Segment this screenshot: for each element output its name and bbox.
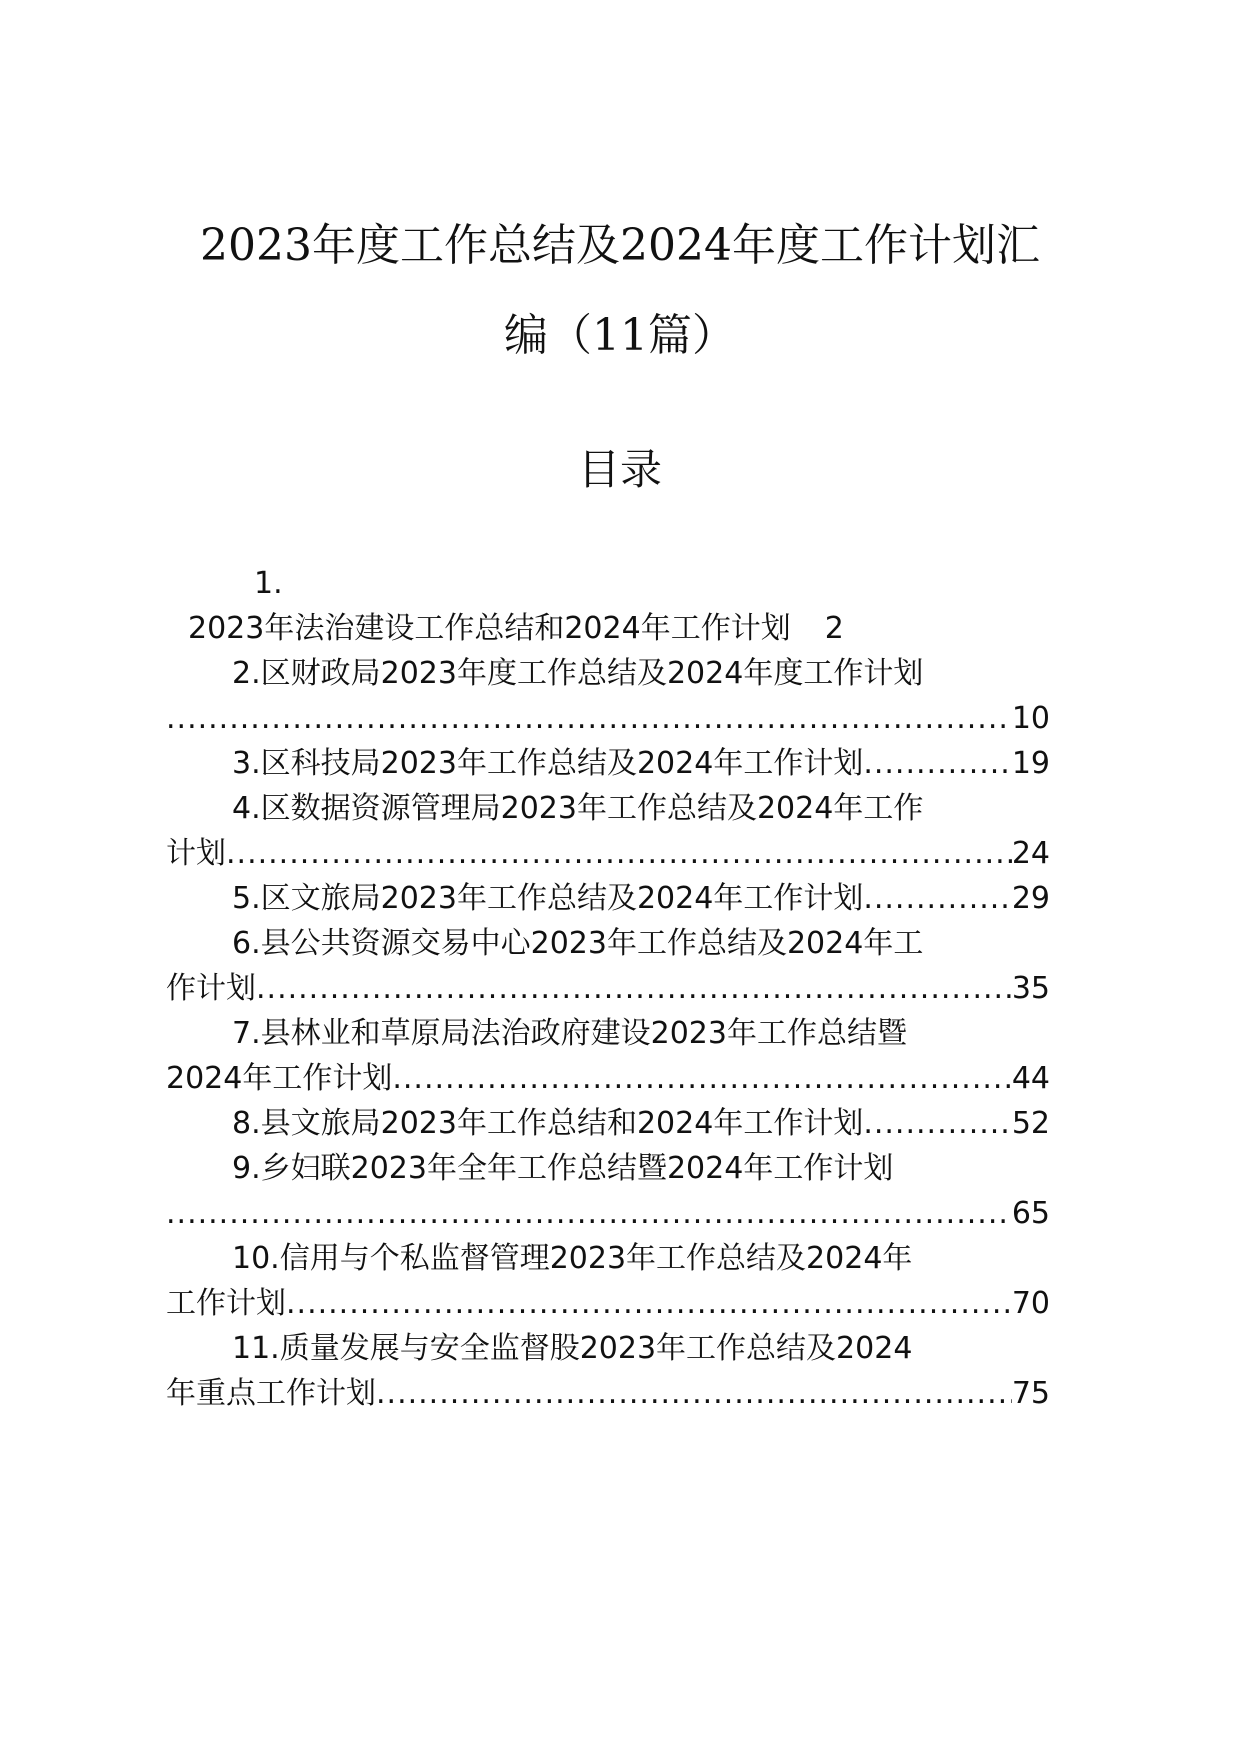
toc-entry-title: 2023年法治建设工作总结和2024年工作计划 — [188, 611, 791, 646]
toc-leader-dots — [166, 696, 1012, 741]
toc-entry-number: 1. — [254, 566, 283, 601]
toc-entry-9[interactable] — [166, 1146, 1050, 1191]
toc-leader-dots — [286, 1281, 1012, 1326]
toc-entry-title: 11.质量发展与安全监督股2023年工作总结及2024 — [232, 1331, 913, 1366]
toc-entry-4[interactable] — [166, 786, 1050, 831]
toc-entry-page: 44 — [1011, 1061, 1050, 1096]
toc-entry-2-leader[interactable] — [166, 696, 1050, 741]
toc-leader-dots — [863, 876, 1011, 921]
toc-entry-10-leader[interactable] — [166, 1281, 1050, 1326]
toc-entry-title: 10.信用与个私监督管理2023年工作总结及2024年 — [232, 1241, 913, 1276]
toc-leader-dots — [376, 1371, 1012, 1416]
toc-leader-dots — [226, 831, 1012, 876]
table-of-contents — [166, 561, 1050, 1416]
toc-entry-11-leader[interactable] — [166, 1371, 1050, 1416]
toc-entry-11[interactable] — [166, 1326, 1050, 1371]
toc-entry-title: 7.县林业和草原局法治政府建设2023年工作总结暨 — [232, 1016, 907, 1051]
toc-entry-title: 4.区数据资源管理局2023年工作总结及2024年工作 — [232, 791, 924, 826]
toc-entry-6[interactable] — [166, 921, 1050, 966]
toc-entry-page: 35 — [1011, 971, 1050, 1006]
toc-entry-1[interactable] — [188, 606, 1050, 651]
toc-entry-9-leader[interactable] — [166, 1191, 1050, 1236]
toc-entry-page: 24 — [1011, 836, 1050, 871]
toc-entry-page: 70 — [1011, 1286, 1050, 1321]
toc-entry-page: 29 — [1011, 881, 1050, 916]
toc-entry-title: 8.县文旅局2023年工作总结和2024年工作计划 — [232, 1106, 864, 1141]
toc-entry-title-cont: 2024年工作计划 — [166, 1061, 393, 1096]
toc-entry-3[interactable] — [166, 741, 1050, 786]
toc-entry-1-number[interactable] — [188, 561, 1050, 606]
toc-leader-dots — [166, 1191, 1012, 1236]
toc-entry-page: 75 — [1011, 1376, 1050, 1411]
toc-entry-page: 65 — [1011, 1196, 1050, 1231]
toc-entry-title-cont: 计划 — [166, 836, 226, 871]
toc-entry-8[interactable] — [166, 1101, 1050, 1146]
toc-entry-7[interactable] — [166, 1011, 1050, 1056]
toc-entry-2[interactable] — [166, 651, 1050, 696]
toc-heading: 目录 — [577, 445, 662, 494]
toc-entry-title: 5.区文旅局2023年工作总结及2024年工作计划 — [232, 881, 864, 916]
toc-entry-page: 2 — [824, 611, 844, 646]
toc-entry-title-cont: 作计划 — [166, 971, 256, 1006]
toc-entry-title: 6.县公共资源交易中心2023年工作总结及2024年工 — [232, 926, 924, 961]
toc-entry-title: 9.乡妇联2023年全年工作总结暨2024年工作计划 — [232, 1151, 894, 1186]
toc-entry-title: 3.区科技局2023年工作总结及2024年工作计划 — [232, 746, 864, 781]
toc-leader-dots — [863, 1101, 1011, 1146]
toc-entry-title-cont: 年重点工作计划 — [166, 1376, 376, 1411]
toc-entry-4-leader[interactable] — [166, 831, 1050, 876]
toc-entry-title: 2.区财政局2023年度工作总结及2024年度工作计划 — [232, 656, 924, 691]
toc-entry-7-leader[interactable] — [166, 1056, 1050, 1101]
toc-entry-6-leader[interactable] — [166, 966, 1050, 1011]
document-title-line-1: 2023年度工作总结及2024年度工作计划汇 — [200, 220, 1040, 271]
document-title-line-2: 编（11篇） — [504, 310, 736, 361]
toc-entry-10[interactable] — [166, 1236, 1050, 1281]
toc-entry-title-cont: 工作计划 — [166, 1286, 286, 1321]
toc-entry-5[interactable] — [166, 876, 1050, 921]
toc-entry-page: 19 — [1011, 746, 1050, 781]
toc-leader-dots — [392, 1056, 1011, 1101]
toc-leader-dots — [863, 741, 1011, 786]
toc-leader-dots — [256, 966, 1012, 1011]
toc-entry-page: 10 — [1011, 701, 1050, 736]
toc-entry-page: 52 — [1011, 1106, 1050, 1141]
